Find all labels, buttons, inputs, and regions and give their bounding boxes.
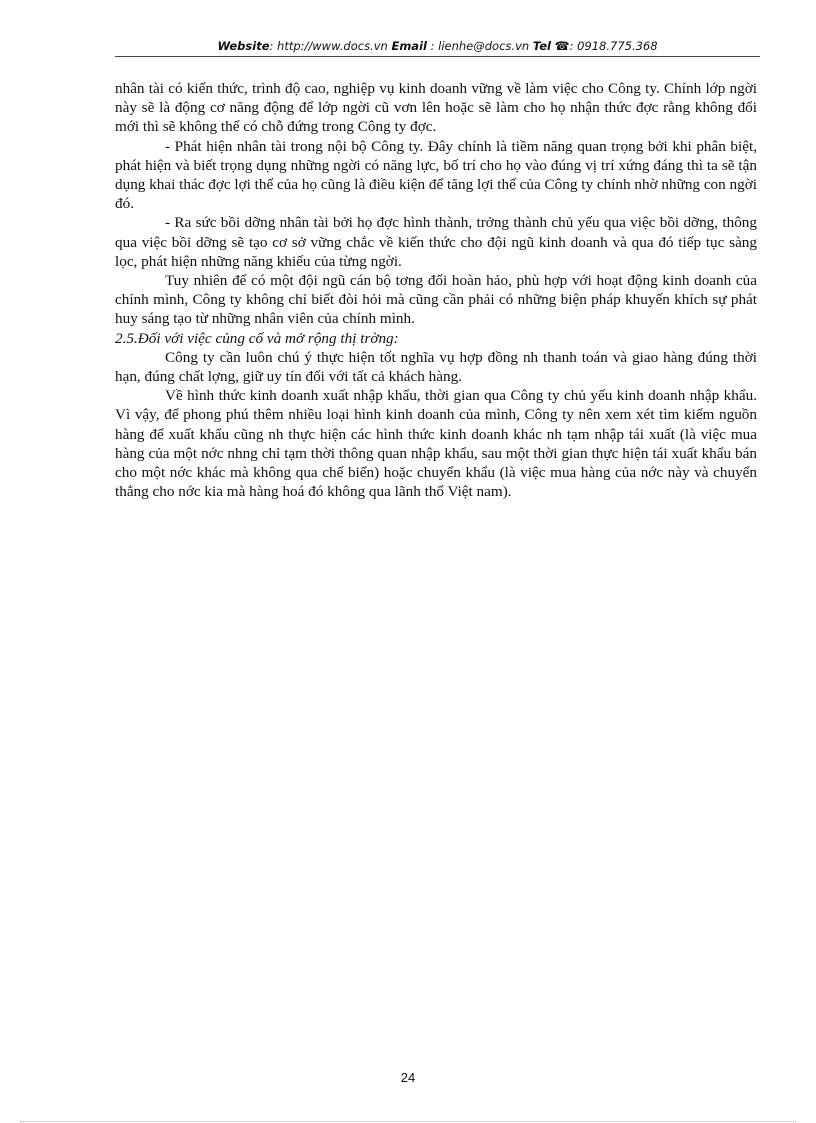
page-number: 24 (400, 1070, 416, 1085)
phone-icon: ☎ (554, 39, 570, 53)
email-label: Email (391, 39, 427, 53)
header-rule (115, 56, 760, 57)
page-header (115, 38, 760, 54)
paragraph: - Phát hiện nhân tài trong nội bộ Công ty. Đây chính là tiềm năng quan trọng bởi khi phân biệt, phát hiện và biết trọng dụng những ngời có năng lực, bố trí cho họ vào đúng vị trí xứng đáng thì ta sẽ tận dụng khai thác đợc lợi thế của họ cũng là điều kiện để tăng lợi thế của Công ty chính nhờ những con ngời đó. (115, 137, 757, 213)
tel-label: Tel (532, 39, 551, 53)
website-value: : http://www.docs.vn (269, 39, 388, 53)
paragraph: Về hình thức kinh doanh xuất nhập khẩu, thời gian qua Công ty chủ yếu kinh doanh nhập khẩu. Vì vậy, để phong phú thêm nhiều loại hình kinh doanh của mình, Công ty nên xem xét tìm kiếm nguồn hàng để xuất khẩu cũng nh thực hiện các hình thức kinh doanh khác nh tạm nhập tái xuất (là việc mua hàng của một nớc nhng chỉ tạm thời thông quan nhập khẩu, sau một thời gian thực hiện tái xuất khẩu bán cho một nớc khác mà không qua chế biến) hoặc chuyển khẩu (là việc mua hàng của nớc này và chuyển thẳng cho nớc kia mà hàng hoá đó không qua lãnh thổ Việt nam). (115, 387, 757, 501)
document-body (115, 79, 757, 501)
tel-value: : 0918.775.368 (569, 39, 658, 53)
section-heading: 2.5.Đối với việc củng cố và mở rộng thị trờng: (115, 329, 399, 347)
paragraph: Tuy nhiên để có một đội ngũ cán bộ tơng đối hoàn hảo, phù hợp với hoạt động kinh doanh của chính mình, Công ty không chỉ biết đòi hỏi mà cũng cần phải có những biện pháp khuyến khích sự phát huy sáng tạo từ những nhân viên của chính mình. (115, 272, 757, 328)
page-bottom-border (20, 1121, 796, 1122)
email-value: : lienhe@docs.vn (430, 39, 530, 53)
website-label: Website (217, 39, 270, 53)
paragraph: Công ty cần luôn chú ý thực hiện tốt nghĩa vụ hợp đồng nh thanh toán và giao hàng đúng thời hạn, đúng chất lợng, giữ uy tín đối với tất cả khách hàng. (115, 348, 757, 386)
paragraph: nhân tài có kiến thức, trình độ cao, nghiệp vụ kinh doanh vững về làm việc cho Công ty. Chính lớp ngời này sẽ là động cơ năng động để lớp ngời cũ vơn lên hoặc sẽ làm cho họ nhận thức đợc rằng không đổi mới thì sẽ không thể có chỗ đứng trong Công ty đợc. (115, 80, 757, 136)
paragraph: - Ra sức bồi dỡng nhân tài bởi họ đợc hình thành, trởng thành chủ yếu qua việc bồi dỡng, thông qua việc bồi dỡng sẽ tạo cơ sở vững chắc về kiến thức cho đội ngũ kinh doanh và qua đó tiếp tục sàng lọc, phát hiện những năng khiếu của từng ngời. (115, 214, 757, 270)
